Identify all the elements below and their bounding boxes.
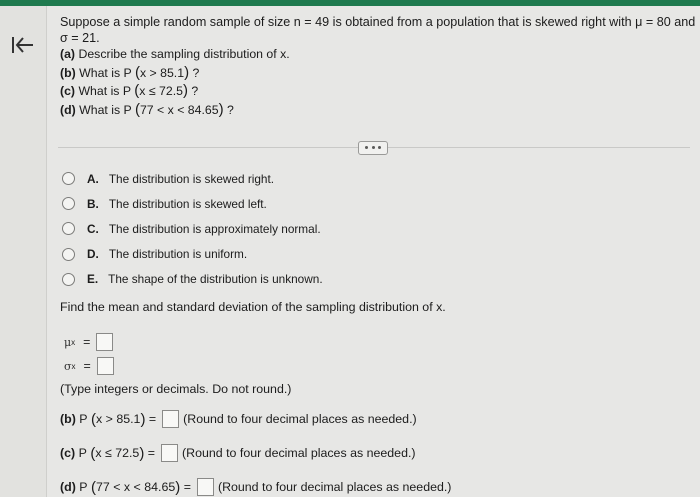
- part-d-qmark: ?: [227, 102, 234, 117]
- radio-button[interactable]: [62, 197, 75, 210]
- part-c-qmark: ?: [191, 84, 199, 98]
- sd-input[interactable]: [97, 357, 114, 375]
- intro-line-2: σ = 21.: [60, 31, 100, 45]
- part-c-expr: x ≤ 72.5: [139, 84, 183, 98]
- sd-symbol: σ: [64, 359, 72, 373]
- part-b-prefix: What is P: [79, 65, 132, 80]
- option-b[interactable]: B. The distribution is skewed left.: [62, 191, 323, 216]
- part-b-answer-row: (b) P ( x > 85.1 ) = (Round to four decimal places as needed.): [60, 410, 417, 428]
- sd-row: σ x =: [64, 357, 118, 375]
- type-hint: (Type integers or decimals. Do not round.): [60, 382, 292, 396]
- left-sidebar: [0, 6, 47, 497]
- mean-input[interactable]: [96, 333, 113, 351]
- part-c-input[interactable]: [161, 444, 178, 462]
- part-d: (d) What is P (77 < x < 84.65) ?: [60, 100, 234, 118]
- option-a[interactable]: A. The distribution is skewed right.: [62, 166, 323, 191]
- part-b: (b) What is P (x > 85.1) ?: [60, 63, 200, 81]
- mean-sd-prompt: Find the mean and standard deviation of the sampling distribution of x.: [60, 300, 446, 314]
- part-b-input[interactable]: [162, 410, 179, 428]
- part-d-expr: 77 < x < 84.65: [139, 102, 219, 117]
- part-c-prefix: What is P: [78, 84, 131, 98]
- part-d-answer-row: (d) P ( 77 < x < 84.65 ) = (Round to four decimal places as needed.): [60, 478, 452, 496]
- radio-button[interactable]: [62, 172, 75, 185]
- option-c[interactable]: C. The distribution is approximately normal.: [62, 216, 323, 241]
- part-b-expr: x > 85.1: [139, 65, 185, 80]
- radio-button[interactable]: [62, 222, 75, 235]
- part-a-label: (a): [60, 47, 76, 61]
- part-b-label: (b): [60, 65, 76, 80]
- part-d-input[interactable]: [197, 478, 214, 496]
- part-a: [60, 46, 690, 64]
- problem-statement: [60, 14, 696, 119]
- expand-more-button[interactable]: [358, 141, 388, 155]
- option-d[interactable]: D. The distribution is uniform.: [62, 242, 323, 267]
- answer-options: [62, 166, 323, 292]
- part-c-answer-row: (c) P ( x ≤ 72.5 ) = (Round to four decimal places as needed.): [60, 444, 416, 462]
- radio-button[interactable]: [62, 273, 75, 286]
- part-c-label: (c): [60, 84, 76, 98]
- top-accent-bar: [0, 0, 700, 6]
- part-a-text: Describe the sampling distribution of x.: [78, 47, 290, 61]
- part-d-prefix: What is P: [79, 102, 132, 117]
- part-b-qmark: ?: [192, 65, 200, 80]
- mean-row: μ x =: [64, 333, 117, 351]
- part-c: (c) What is P (x ≤ 72.5) ?: [60, 82, 199, 99]
- radio-button[interactable]: [62, 248, 75, 261]
- intro-line-1: Suppose a simple random sample of size n = 49 is obtained from a population that is skewed right with μ = 80 and: [60, 15, 696, 29]
- option-e[interactable]: E. The shape of the distribution is unknown.: [62, 267, 323, 292]
- back-to-start-icon[interactable]: [8, 34, 36, 56]
- part-d-label: (d): [60, 102, 76, 117]
- mean-symbol: μ: [64, 335, 72, 349]
